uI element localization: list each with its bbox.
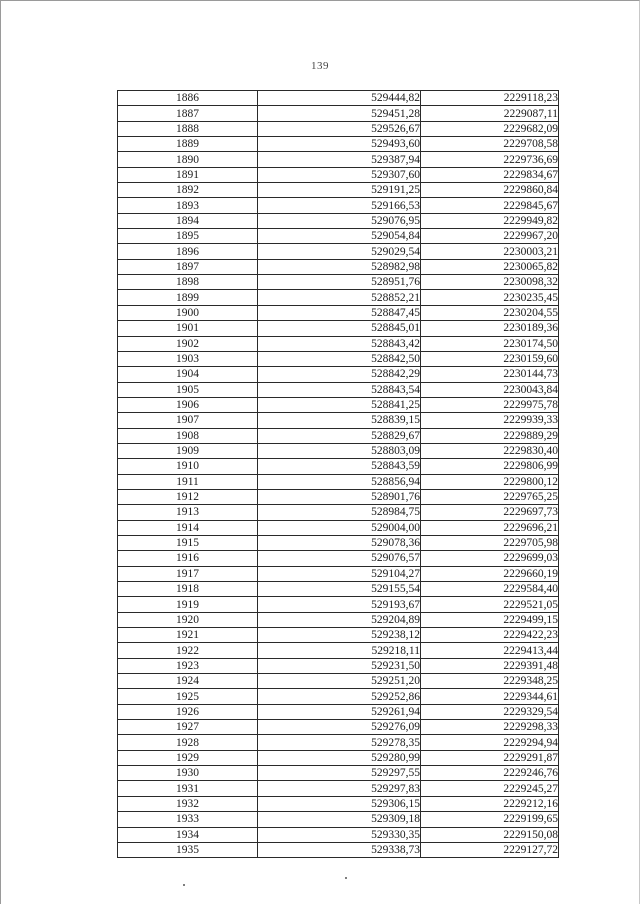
year-cell: 1891 bbox=[118, 167, 258, 182]
y-coordinate-cell: 2230159,60 bbox=[421, 351, 559, 366]
x-coordinate-cell: 528856,94 bbox=[258, 474, 421, 489]
y-coordinate-cell: 2229939,33 bbox=[421, 413, 559, 428]
x-coordinate-cell: 528843,42 bbox=[258, 336, 421, 351]
x-coordinate-cell: 529451,28 bbox=[258, 106, 421, 121]
x-coordinate-cell: 529231,50 bbox=[258, 658, 421, 673]
x-coordinate-cell: 529252,86 bbox=[258, 689, 421, 704]
y-coordinate-cell: 2230189,36 bbox=[421, 321, 559, 336]
x-coordinate-cell: 528842,29 bbox=[258, 367, 421, 382]
table-row bbox=[118, 290, 559, 305]
x-coordinate-cell: 528845,01 bbox=[258, 321, 421, 336]
year-cell: 1911 bbox=[118, 474, 258, 489]
y-coordinate-cell: 2229291,87 bbox=[421, 750, 559, 765]
table-row bbox=[118, 612, 559, 627]
year-cell: 1889 bbox=[118, 137, 258, 152]
y-coordinate-cell: 2229765,25 bbox=[421, 489, 559, 504]
y-coordinate-cell: 2230235,45 bbox=[421, 290, 559, 305]
table-row bbox=[118, 382, 559, 397]
table-row bbox=[118, 827, 559, 842]
y-coordinate-cell: 2230065,82 bbox=[421, 259, 559, 274]
year-cell: 1896 bbox=[118, 244, 258, 259]
year-cell: 1893 bbox=[118, 198, 258, 213]
y-coordinate-cell: 2229294,94 bbox=[421, 735, 559, 750]
x-coordinate-cell: 528842,50 bbox=[258, 351, 421, 366]
table-row bbox=[118, 597, 559, 612]
year-cell: 1888 bbox=[118, 121, 258, 136]
year-cell: 1933 bbox=[118, 812, 258, 827]
year-cell: 1916 bbox=[118, 551, 258, 566]
x-coordinate-cell: 529029,54 bbox=[258, 244, 421, 259]
table-row bbox=[118, 121, 559, 136]
y-coordinate-cell: 2229150,08 bbox=[421, 827, 559, 842]
table-row bbox=[118, 781, 559, 796]
table-row bbox=[118, 321, 559, 336]
table-row bbox=[118, 720, 559, 735]
y-coordinate-cell: 2229697,73 bbox=[421, 505, 559, 520]
year-cell: 1910 bbox=[118, 459, 258, 474]
year-cell: 1890 bbox=[118, 152, 258, 167]
scan-speck bbox=[183, 884, 185, 886]
year-cell: 1929 bbox=[118, 750, 258, 765]
table-row bbox=[118, 505, 559, 520]
table-row bbox=[118, 489, 559, 504]
y-coordinate-cell: 2229246,76 bbox=[421, 766, 559, 781]
x-coordinate-cell: 528982,98 bbox=[258, 259, 421, 274]
year-cell: 1908 bbox=[118, 428, 258, 443]
table-row bbox=[118, 167, 559, 182]
y-coordinate-cell: 2229199,65 bbox=[421, 812, 559, 827]
y-coordinate-cell: 2229800,12 bbox=[421, 474, 559, 489]
x-coordinate-cell: 528839,15 bbox=[258, 413, 421, 428]
x-coordinate-cell: 528847,45 bbox=[258, 305, 421, 320]
y-coordinate-cell: 2229708,58 bbox=[421, 137, 559, 152]
year-cell: 1901 bbox=[118, 321, 258, 336]
year-cell: 1918 bbox=[118, 582, 258, 597]
x-coordinate-cell: 529155,54 bbox=[258, 582, 421, 597]
table-row bbox=[118, 796, 559, 811]
y-coordinate-cell: 2229584,40 bbox=[421, 582, 559, 597]
y-coordinate-cell: 2229391,48 bbox=[421, 658, 559, 673]
y-coordinate-cell: 2229344,61 bbox=[421, 689, 559, 704]
year-cell: 1920 bbox=[118, 612, 258, 627]
table-row bbox=[118, 520, 559, 535]
table-row bbox=[118, 183, 559, 198]
year-cell: 1927 bbox=[118, 720, 258, 735]
table-row bbox=[118, 443, 559, 458]
table-row bbox=[118, 582, 559, 597]
year-cell: 1907 bbox=[118, 413, 258, 428]
year-cell: 1917 bbox=[118, 566, 258, 581]
x-coordinate-cell: 529251,20 bbox=[258, 674, 421, 689]
page-number: 139 bbox=[311, 60, 329, 72]
y-coordinate-cell: 2229329,54 bbox=[421, 704, 559, 719]
x-coordinate-cell: 529104,27 bbox=[258, 566, 421, 581]
year-cell: 1906 bbox=[118, 397, 258, 412]
table-row bbox=[118, 413, 559, 428]
x-coordinate-cell: 529338,73 bbox=[258, 842, 421, 857]
table-row bbox=[118, 689, 559, 704]
y-coordinate-cell: 2230204,55 bbox=[421, 305, 559, 320]
year-cell: 1923 bbox=[118, 658, 258, 673]
year-cell: 1892 bbox=[118, 183, 258, 198]
x-coordinate-cell: 529330,35 bbox=[258, 827, 421, 842]
y-coordinate-cell: 2229860,84 bbox=[421, 183, 559, 198]
year-cell: 1905 bbox=[118, 382, 258, 397]
year-cell: 1931 bbox=[118, 781, 258, 796]
table-row bbox=[118, 566, 559, 581]
y-coordinate-cell: 2229127,72 bbox=[421, 842, 559, 857]
table-row bbox=[118, 474, 559, 489]
year-cell: 1897 bbox=[118, 259, 258, 274]
year-cell: 1934 bbox=[118, 827, 258, 842]
year-cell: 1925 bbox=[118, 689, 258, 704]
year-cell: 1887 bbox=[118, 106, 258, 121]
y-coordinate-cell: 2229806,99 bbox=[421, 459, 559, 474]
y-coordinate-cell: 2229298,33 bbox=[421, 720, 559, 735]
year-cell: 1915 bbox=[118, 535, 258, 550]
year-cell: 1886 bbox=[118, 91, 258, 106]
y-coordinate-cell: 2229845,67 bbox=[421, 198, 559, 213]
table-row bbox=[118, 259, 559, 274]
x-coordinate-cell: 529280,99 bbox=[258, 750, 421, 765]
table-row bbox=[118, 367, 559, 382]
x-coordinate-cell: 529076,95 bbox=[258, 213, 421, 228]
y-coordinate-cell: 2230098,32 bbox=[421, 275, 559, 290]
x-coordinate-cell: 529076,57 bbox=[258, 551, 421, 566]
year-cell: 1902 bbox=[118, 336, 258, 351]
x-coordinate-cell: 528843,59 bbox=[258, 459, 421, 474]
y-coordinate-cell: 2229830,40 bbox=[421, 443, 559, 458]
x-coordinate-cell: 528803,09 bbox=[258, 443, 421, 458]
table-row bbox=[118, 229, 559, 244]
coordinates-table bbox=[117, 90, 559, 858]
x-coordinate-cell: 529166,53 bbox=[258, 198, 421, 213]
y-coordinate-cell: 2229245,27 bbox=[421, 781, 559, 796]
x-coordinate-cell: 528852,21 bbox=[258, 290, 421, 305]
y-coordinate-cell: 2229118,23 bbox=[421, 91, 559, 106]
year-cell: 1922 bbox=[118, 643, 258, 658]
table-row bbox=[118, 812, 559, 827]
year-cell: 1912 bbox=[118, 489, 258, 504]
y-coordinate-cell: 2229660,19 bbox=[421, 566, 559, 581]
y-coordinate-cell: 2229422,23 bbox=[421, 628, 559, 643]
year-cell: 1913 bbox=[118, 505, 258, 520]
x-coordinate-cell: 528843,54 bbox=[258, 382, 421, 397]
table-row bbox=[118, 351, 559, 366]
y-coordinate-cell: 2230003,21 bbox=[421, 244, 559, 259]
year-cell: 1928 bbox=[118, 735, 258, 750]
table-row bbox=[118, 842, 559, 857]
table-row bbox=[118, 766, 559, 781]
table-row bbox=[118, 91, 559, 106]
y-coordinate-cell: 2229348,25 bbox=[421, 674, 559, 689]
year-cell: 1926 bbox=[118, 704, 258, 719]
x-coordinate-cell: 529297,55 bbox=[258, 766, 421, 781]
y-coordinate-cell: 2229087,11 bbox=[421, 106, 559, 121]
y-coordinate-cell: 2229499,15 bbox=[421, 612, 559, 627]
coordinates-table-body bbox=[118, 91, 559, 858]
year-cell: 1898 bbox=[118, 275, 258, 290]
table-row bbox=[118, 336, 559, 351]
y-coordinate-cell: 2230174,50 bbox=[421, 336, 559, 351]
year-cell: 1904 bbox=[118, 367, 258, 382]
x-coordinate-cell: 528951,76 bbox=[258, 275, 421, 290]
table-row bbox=[118, 275, 559, 290]
table-row bbox=[118, 535, 559, 550]
y-coordinate-cell: 2230043,84 bbox=[421, 382, 559, 397]
y-coordinate-cell: 2229212,16 bbox=[421, 796, 559, 811]
y-coordinate-cell: 2229682,09 bbox=[421, 121, 559, 136]
x-coordinate-cell: 529078,36 bbox=[258, 535, 421, 550]
x-coordinate-cell: 528984,75 bbox=[258, 505, 421, 520]
y-coordinate-cell: 2229696,21 bbox=[421, 520, 559, 535]
x-coordinate-cell: 528901,76 bbox=[258, 489, 421, 504]
year-cell: 1894 bbox=[118, 213, 258, 228]
x-coordinate-cell: 529238,12 bbox=[258, 628, 421, 643]
x-coordinate-cell: 528841,25 bbox=[258, 397, 421, 412]
y-coordinate-cell: 2229521,05 bbox=[421, 597, 559, 612]
y-coordinate-cell: 2229889,29 bbox=[421, 428, 559, 443]
x-coordinate-cell: 529526,67 bbox=[258, 121, 421, 136]
table-row bbox=[118, 428, 559, 443]
year-cell: 1900 bbox=[118, 305, 258, 320]
table-row bbox=[118, 213, 559, 228]
x-coordinate-cell: 529261,94 bbox=[258, 704, 421, 719]
x-coordinate-cell: 529204,89 bbox=[258, 612, 421, 627]
table-row bbox=[118, 244, 559, 259]
year-cell: 1930 bbox=[118, 766, 258, 781]
x-coordinate-cell: 528829,67 bbox=[258, 428, 421, 443]
table-row bbox=[118, 106, 559, 121]
table-row bbox=[118, 551, 559, 566]
year-cell: 1903 bbox=[118, 351, 258, 366]
y-coordinate-cell: 2229699,03 bbox=[421, 551, 559, 566]
year-cell: 1914 bbox=[118, 520, 258, 535]
x-coordinate-cell: 529309,18 bbox=[258, 812, 421, 827]
year-cell: 1909 bbox=[118, 443, 258, 458]
y-coordinate-cell: 2229834,67 bbox=[421, 167, 559, 182]
table-row bbox=[118, 704, 559, 719]
y-coordinate-cell: 2230144,73 bbox=[421, 367, 559, 382]
x-coordinate-cell: 529444,82 bbox=[258, 91, 421, 106]
y-coordinate-cell: 2229975,78 bbox=[421, 397, 559, 412]
table-row bbox=[118, 735, 559, 750]
y-coordinate-cell: 2229967,20 bbox=[421, 229, 559, 244]
x-coordinate-cell: 529307,60 bbox=[258, 167, 421, 182]
year-cell: 1935 bbox=[118, 842, 258, 857]
x-coordinate-cell: 529278,35 bbox=[258, 735, 421, 750]
x-coordinate-cell: 529191,25 bbox=[258, 183, 421, 198]
table-row bbox=[118, 658, 559, 673]
year-cell: 1919 bbox=[118, 597, 258, 612]
table-row bbox=[118, 674, 559, 689]
year-cell: 1924 bbox=[118, 674, 258, 689]
table-row bbox=[118, 459, 559, 474]
y-coordinate-cell: 2229949,82 bbox=[421, 213, 559, 228]
y-coordinate-cell: 2229705,98 bbox=[421, 535, 559, 550]
year-cell: 1895 bbox=[118, 229, 258, 244]
year-cell: 1899 bbox=[118, 290, 258, 305]
table-row bbox=[118, 628, 559, 643]
year-cell: 1921 bbox=[118, 628, 258, 643]
x-coordinate-cell: 529218,11 bbox=[258, 643, 421, 658]
scan-speck bbox=[345, 877, 347, 879]
y-coordinate-cell: 2229413,44 bbox=[421, 643, 559, 658]
table-row bbox=[118, 137, 559, 152]
year-cell: 1932 bbox=[118, 796, 258, 811]
table-row bbox=[118, 643, 559, 658]
x-coordinate-cell: 529297,83 bbox=[258, 781, 421, 796]
x-coordinate-cell: 529493,60 bbox=[258, 137, 421, 152]
x-coordinate-cell: 529276,09 bbox=[258, 720, 421, 735]
table-row bbox=[118, 397, 559, 412]
x-coordinate-cell: 529193,67 bbox=[258, 597, 421, 612]
table-row bbox=[118, 305, 559, 320]
x-coordinate-cell: 529054,84 bbox=[258, 229, 421, 244]
x-coordinate-cell: 529387,94 bbox=[258, 152, 421, 167]
table-row bbox=[118, 750, 559, 765]
table-row bbox=[118, 152, 559, 167]
x-coordinate-cell: 529004,00 bbox=[258, 520, 421, 535]
y-coordinate-cell: 2229736,69 bbox=[421, 152, 559, 167]
x-coordinate-cell: 529306,15 bbox=[258, 796, 421, 811]
table-row bbox=[118, 198, 559, 213]
